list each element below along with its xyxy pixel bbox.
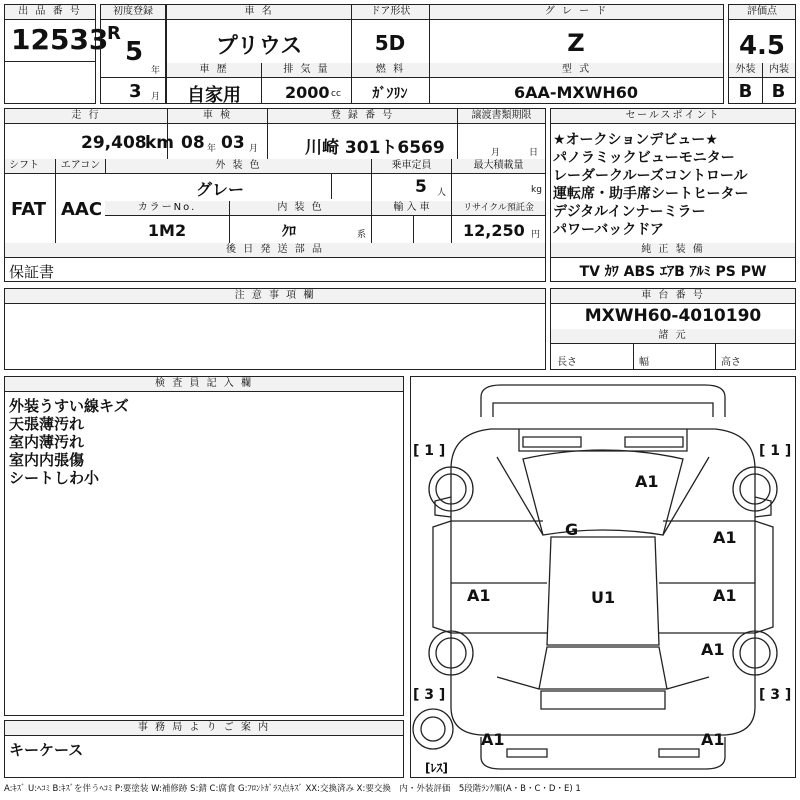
doors-label: ドア形状 xyxy=(352,5,429,20)
inspector-box xyxy=(4,376,404,716)
length-label: 長さ xyxy=(557,357,577,368)
recycle-label: リサイクル預託金 xyxy=(452,201,545,216)
score: 4.5 xyxy=(738,31,786,61)
height-label: 高さ xyxy=(721,357,741,368)
inspector-note: シートしわ小 xyxy=(9,469,100,487)
notes-box xyxy=(4,288,546,370)
chassis-label: 車 台 番 号 xyxy=(551,289,795,304)
later-parts: 保証書 xyxy=(9,263,55,281)
inspection-month: 03 xyxy=(221,133,245,153)
load-label: 最大積載量 xyxy=(452,159,545,174)
sales-point: デジタルインナーミラー xyxy=(553,204,706,220)
inspector-note: 天張薄汚れ xyxy=(9,415,85,433)
displacement: 2000 xyxy=(285,83,330,102)
reg-number-label: 登 録 番 号 xyxy=(268,109,457,124)
interior-label: 内装 xyxy=(763,63,795,78)
exterior-color: グレー xyxy=(195,180,244,199)
exterior-grade: B xyxy=(738,81,753,102)
legend: A:ｷｽﾞ U:ﾍｺﾐ B:ｷｽﾞを伴うﾍｺﾐ P:要塗装 W:補修跡 S:錆 C:腐食 G:ﾌﾛﾝﾄｶﾞﾗｽ点ｷｽﾞ XX:交換済み X:要交換 内・外装評価 5段階ﾗﾝｸ順(A・B・C・D・E) 1 xyxy=(4,784,581,794)
month-unit: 月 xyxy=(151,92,161,102)
sales-point: ★オークションデビュー★ xyxy=(553,132,718,148)
width-label: 幅 xyxy=(639,357,649,368)
sales-point: パノラミックビューモニター xyxy=(553,150,735,166)
recycle-amount: 12,250 xyxy=(463,221,525,240)
transfer-day: 日 xyxy=(529,148,539,158)
sales-points-box xyxy=(550,108,796,282)
damage-code-hood: A1 xyxy=(635,472,659,491)
office-label: 事 務 局 よ り ご 案 内 xyxy=(5,721,403,736)
tire-tl-label: [ 1 ] xyxy=(413,443,446,459)
doors: 5D xyxy=(374,31,406,55)
shift: FAT xyxy=(11,199,47,220)
sales-point: 運転席・助手席シートヒーター xyxy=(553,186,749,202)
transfer-month: 月 xyxy=(491,148,501,158)
first-registration-box xyxy=(100,4,166,104)
reg-number: 川崎 301ト6569 xyxy=(305,138,445,158)
damage-code-right-front-door: A1 xyxy=(713,528,737,547)
chassis-number: MXWH60-4010190 xyxy=(584,306,762,326)
mileage-label: 走 行 xyxy=(5,109,167,124)
year-unit: 年 xyxy=(151,66,161,76)
inspector-note: 外装うすい線キズ xyxy=(9,397,129,415)
mileage: 29,408 xyxy=(81,133,147,153)
sales-points-label: セールスポイント xyxy=(551,109,795,124)
inspection-label: 車 検 xyxy=(168,109,267,124)
recycle-unit: 円 xyxy=(531,230,541,240)
spec-label: 諸 元 xyxy=(551,329,795,344)
score-box xyxy=(728,4,796,104)
inspector-note: 室内内張傷 xyxy=(9,451,85,469)
ac: AAC xyxy=(61,199,103,220)
tire-tr-label: [ 1 ] xyxy=(759,443,792,459)
car-name-label: 車 名 xyxy=(167,5,351,20)
tire-br-label: [ 3 ] xyxy=(759,687,792,703)
damage-code-left-rear-door: A1 xyxy=(467,586,491,605)
damage-code-left-rear-bumper: A1 xyxy=(481,730,505,749)
tire-bl-label: [ 3 ] xyxy=(413,687,446,703)
history-label: 車 歴 xyxy=(167,63,261,78)
damage-code-roof: G xyxy=(565,520,579,539)
first-registration-label: 初度登録 xyxy=(101,5,165,20)
damage-code-cabin: U1 xyxy=(591,588,616,607)
interior-color-unit: 系 xyxy=(357,230,367,240)
shift-label: シフト xyxy=(5,159,55,174)
sales-point: レーダークルーズコントロール xyxy=(553,168,748,184)
capacity-label: 乗車定員 xyxy=(372,159,451,174)
interior-color: ｸﾛ xyxy=(282,224,296,240)
damage-code-right-rear-quarter: A1 xyxy=(701,640,725,659)
details-box xyxy=(4,108,546,282)
inspection-year: 08 xyxy=(181,133,205,153)
interior-grade: B xyxy=(771,81,786,102)
color-label: 外 装 色 xyxy=(106,159,371,174)
capacity-unit: 人 xyxy=(437,188,447,198)
color-number: 1M2 xyxy=(147,221,187,240)
inspector-label: 検 査 員 記 入 欄 xyxy=(5,377,403,392)
inspector-note: 室内薄汚れ xyxy=(9,433,85,451)
displacement-unit: cc xyxy=(331,89,341,99)
sales-point: パワーバックドア xyxy=(553,222,664,238)
car-info-box xyxy=(166,4,724,104)
office-box xyxy=(4,720,404,778)
fuel: ｶﾞｿﾘﾝ xyxy=(372,86,408,102)
model: 6AA-MXWH60 xyxy=(513,83,639,102)
displacement-label: 排 気 量 xyxy=(262,63,351,78)
lot-number-box xyxy=(4,4,109,104)
car-diagram xyxy=(411,377,795,777)
import-label: 輸 入 車 xyxy=(372,201,451,216)
registration-year: 5 xyxy=(125,37,144,67)
color-no-label: カラーNo. xyxy=(105,201,229,216)
inspection-year-unit: 年 xyxy=(207,144,217,154)
damage-code-right-rear-bumper: A1 xyxy=(701,730,725,749)
equipment-list: TV ｶﾜ ABS ｴｱB ｱﾙﾐ PS PW xyxy=(579,264,767,280)
grade-label: グ レ ー ド xyxy=(430,5,723,20)
damage-code-right-rear-door: A1 xyxy=(713,586,737,605)
inspection-month-unit: 月 xyxy=(249,144,259,154)
fuel-label: 燃 料 xyxy=(352,63,429,78)
lot-number: 12533 xyxy=(11,23,109,56)
lot-number-label: 出 品 番 号 xyxy=(5,5,95,20)
car-name: プリウス xyxy=(215,34,303,59)
transfer-deadline-label: 譲渡書類期限 xyxy=(458,109,545,124)
capacity: 5 xyxy=(415,177,427,197)
grade: Z xyxy=(567,29,585,57)
era: R xyxy=(107,23,121,44)
equipment-label: 純 正 装 備 xyxy=(551,243,795,258)
exterior-label: 外装 xyxy=(729,63,762,78)
registration-month: 3 xyxy=(129,81,142,102)
interior-color-label: 内 装 色 xyxy=(230,201,371,216)
chassis-box xyxy=(550,288,796,370)
model-label: 型 式 xyxy=(430,63,723,78)
ac-label: エアコン xyxy=(56,159,105,174)
office-text: キーケース xyxy=(9,741,84,759)
spare-tire-label: [ﾚｽ] xyxy=(425,761,448,775)
history: 自家用 xyxy=(187,85,241,106)
car-diagram-box xyxy=(410,376,796,778)
score-label: 評価点 xyxy=(729,5,795,20)
mileage-unit: km xyxy=(145,133,175,153)
later-parts-label: 後 日 発 送 部 品 xyxy=(5,243,545,258)
load-unit: kg xyxy=(531,185,542,195)
notes-label: 注 意 事 項 欄 xyxy=(5,289,545,304)
